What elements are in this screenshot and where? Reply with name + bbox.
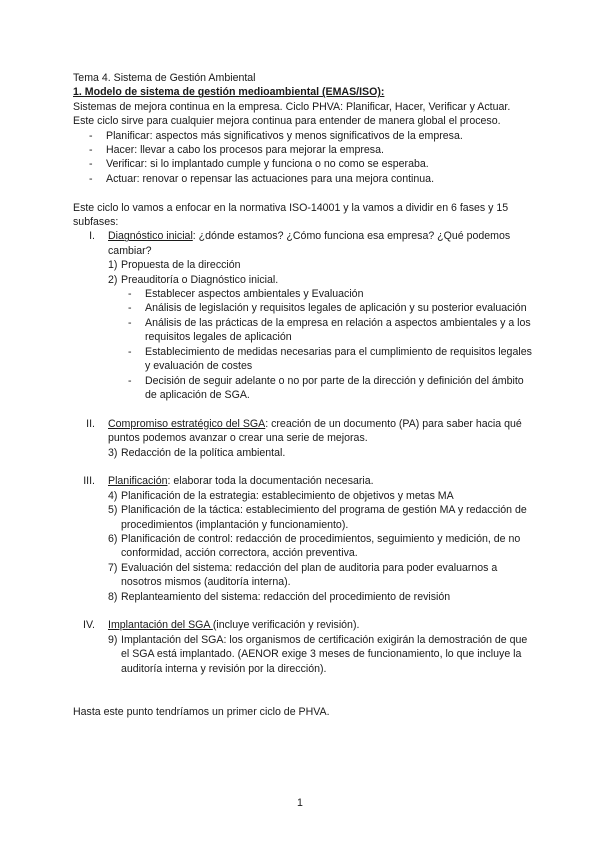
list-item: 5) Planificación de la táctica: establecimiento del programa de gestión MA y redacción de procedimientos (implantación y funcionamiento). — [108, 504, 527, 531]
list-item: 3) Redacción de la política ambiental. — [108, 446, 286, 459]
list-item: - Decisión de seguir adelante o no por parte de la dirección y definición del ámbito de aplicación de SGA. — [73, 374, 533, 403]
list-item: - Análisis de legislación y requisitos legales de aplicación y su posterior evaluación — [73, 301, 533, 315]
phva-list — [73, 129, 533, 187]
list-item: 6) Planificación de control: redacción de procedimientos, seguimiento y medición, de no conformidad, acción correctora, acción preventiva. — [108, 532, 521, 560]
list-item: - Establecimiento de medidas necesarias para el cumplimiento de requisitos legales y evaluación de costes — [73, 345, 533, 374]
list-item: 9) Implantación del SGA: los organismos de certificación exigirán la demostración de que el SGA está implantado. (AENOR exige 3 meses de funcionamiento, lo que incluye la auditoría interna y revisión por la dirección). — [108, 633, 528, 675]
phase-1 — [73, 229, 533, 402]
cycle-intro: Este ciclo lo vamos a enfocar en la normativa ISO-14001 y la vamos a dividir en 6 fases y 15 subfases: — [73, 201, 509, 229]
list-item: - Análisis de las prácticas de la empresa en relación a aspectos ambientales y a los requisitos legales de aplicación — [73, 316, 533, 345]
list-item: - Establecer aspectos ambientales y Evaluación — [73, 287, 533, 301]
phase-number: II. — [86, 417, 95, 430]
list-item: - Planificar: aspectos más significativos y menos significativos de la empresa. — [73, 129, 533, 143]
phase-title: Compromiso estratégico del SGA — [108, 417, 266, 430]
phase-number: IV. — [83, 619, 95, 632]
intro-paragraph: Sistemas de mejora continua en la empresa. Ciclo PHVA: Planificar, Hacer, Verificar y Actuar. Este ciclo sirve para cualquier mejora continua para entender de manera global el proceso. — [73, 100, 511, 128]
list-item: - Verificar: si lo implantado cumple y funciona o no como se esperaba. — [73, 157, 533, 171]
section-heading: 1. Modelo de sistema de gestión medioambiental (EMAS/ISO): — [73, 86, 385, 99]
closing-text: Hasta este punto tendríamos un primer ciclo de PHVA. — [73, 705, 330, 718]
list-item: 7) Evaluación del sistema: redacción del plan de auditoria para poder evaluarnos a nosotros mismos (auditoría interna). — [108, 561, 498, 589]
phase-title: Implantación del SGA — [108, 619, 213, 632]
document-page — [73, 71, 533, 719]
phase-3 — [73, 474, 533, 604]
list-item: 1) Propuesta de la dirección — [108, 259, 241, 272]
list-item: 2) Preauditoría o Diagnóstico inicial. — [108, 273, 279, 286]
phase-text: : elaborar toda la documentación necesaria. — [167, 475, 374, 488]
phase-title: Planificación — [108, 475, 168, 488]
page-number: 1 — [297, 797, 303, 809]
list-item: 8) Replanteamiento del sistema: redacción del procedimiento de revisión — [108, 590, 451, 603]
topic-title: Tema 4. Sistema de Gestión Ambiental — [73, 72, 256, 84]
list-item: 4) Planificación de la estrategia: establecimiento de objetivos y metas MA — [108, 489, 454, 502]
phase-4 — [73, 618, 533, 676]
list-item: - Hacer: llevar a cabo los procesos para mejorar la empresa. — [73, 143, 533, 157]
phase-number: III. — [83, 475, 95, 488]
phase-text: : ¿dónde estamos? ¿Cómo funciona esa empresa? ¿Qué podemos cambiar? — [108, 230, 511, 257]
phase-2 — [73, 417, 533, 460]
phase-text: (incluye verificación y revisión). — [212, 619, 360, 632]
phase-number: I. — [89, 230, 95, 243]
phase-title: Diagnóstico inicial — [108, 230, 193, 243]
list-item: - Actuar: renovar o repensar las actuaciones para una mejora continua. — [73, 172, 533, 186]
phase-text: : creación de un documento (PA) para saber hacia qué puntos podemos avanzar o crear una serie de mejoras. — [108, 417, 522, 445]
